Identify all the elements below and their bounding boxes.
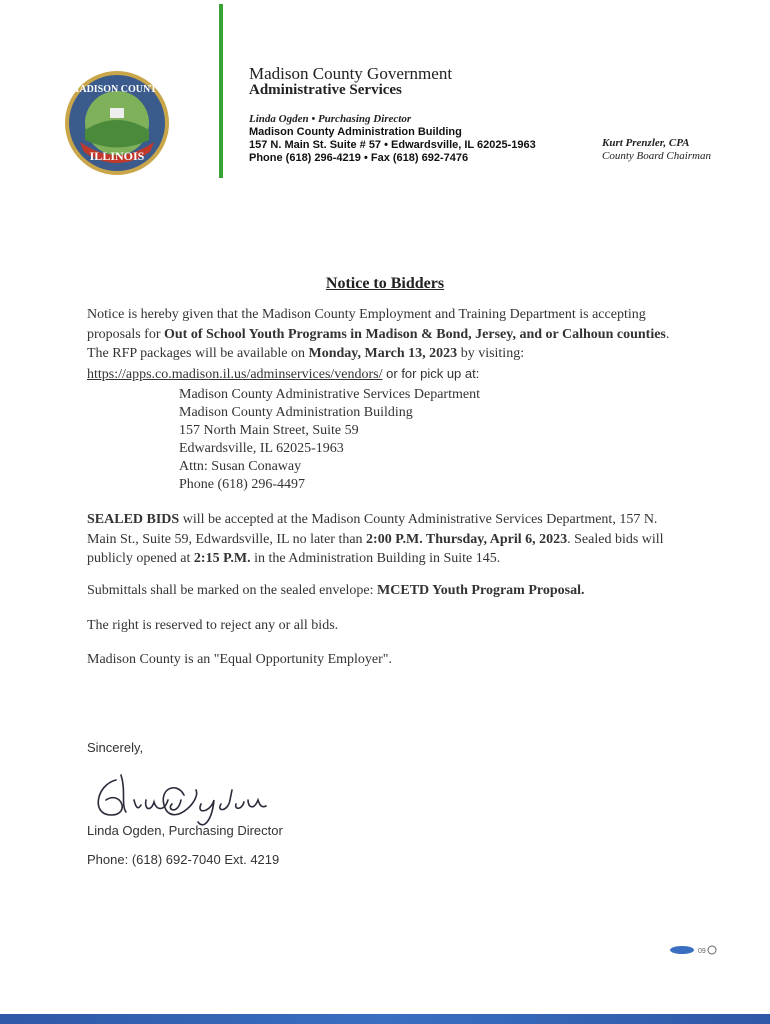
paragraph-eoe: Madison County is an "Equal Opportunity Employer". <box>87 652 393 667</box>
address-line: 157 N. Main St. Suite # 57 • Edwardsville, IL 62025-1963 <box>249 139 536 151</box>
paragraph-rights: The right is reserved to reject any or all bids. <box>87 618 339 633</box>
county-seal-logo <box>64 70 170 176</box>
building-line: Madison County Administration Building <box>249 126 462 138</box>
seal-top-text: MADISON COUNTY <box>69 84 165 95</box>
dept-name: Administrative Services <box>249 82 402 98</box>
org-name: Madison County Government <box>249 64 453 83</box>
pickup-address-block <box>179 386 480 494</box>
footer-mark: 09 <box>698 948 706 955</box>
paragraph-intro: Notice is hereby given that the Madison County Employment and Training Department is accepting proposals for Out of School Youth Programs in Madison & Bond, Jersey, and or Calhoun counties. The RFP packages will be available on Monday, March 13, 2023 by visiting: https://apps.co.madison.il.us/adminservices/vendors/ or for pick up at: <box>87 307 670 382</box>
chairman-name: Kurt Prenzler, CPA <box>602 137 690 149</box>
pickup-line: Edwardsville, IL 62025-1963 <box>179 441 344 456</box>
signer-name: Linda Ogden, Purchasing Director <box>87 823 283 838</box>
rfp-url-link[interactable]: https://apps.co.madison.il.us/adminservices/vendors/ <box>87 366 383 382</box>
phone-fax-line: Phone (618) 296-4219 • Fax (618) 692-7476 <box>249 152 469 164</box>
paragraph-submittals: Submittals shall be marked on the sealed envelope: MCETD Youth Program Proposal. <box>87 583 585 598</box>
signer-phone: Phone: (618) 692-7040 Ext. 4219 <box>87 852 280 867</box>
footer-logo-icon <box>668 943 718 957</box>
paragraph-sealed-bids: SEALED BIDS will be accepted at the Madison County Administrative Services Department, 157 N. Main St., Suite 59, Edwardsville, IL no later than 2:00 P.M. Thursday, April 6, 2023. Sealed bids will publicly opened at 2:15 P.M. in the Administration Building in Suite 145. <box>87 512 664 566</box>
salutation: Sincerely, <box>87 740 144 755</box>
pickup-line: Madison County Administration Building <box>179 405 413 420</box>
seal-bottom-text: ILLINOIS <box>89 149 145 163</box>
notice-heading: Notice to Bidders <box>325 275 445 292</box>
director-line: Linda Ogden • Purchasing Director <box>249 113 412 125</box>
pickup-line: 157 North Main Street, Suite 59 <box>179 423 359 438</box>
bottom-color-bar <box>0 1014 770 1024</box>
pickup-line: Madison County Administrative Services Department <box>179 387 480 402</box>
chairman-title: County Board Chairman <box>602 150 711 162</box>
pickup-line: Phone (618) 296-4497 <box>179 477 305 492</box>
signature-image <box>86 760 286 830</box>
green-divider <box>219 4 223 178</box>
pickup-line: Attn: Susan Conaway <box>179 459 302 474</box>
